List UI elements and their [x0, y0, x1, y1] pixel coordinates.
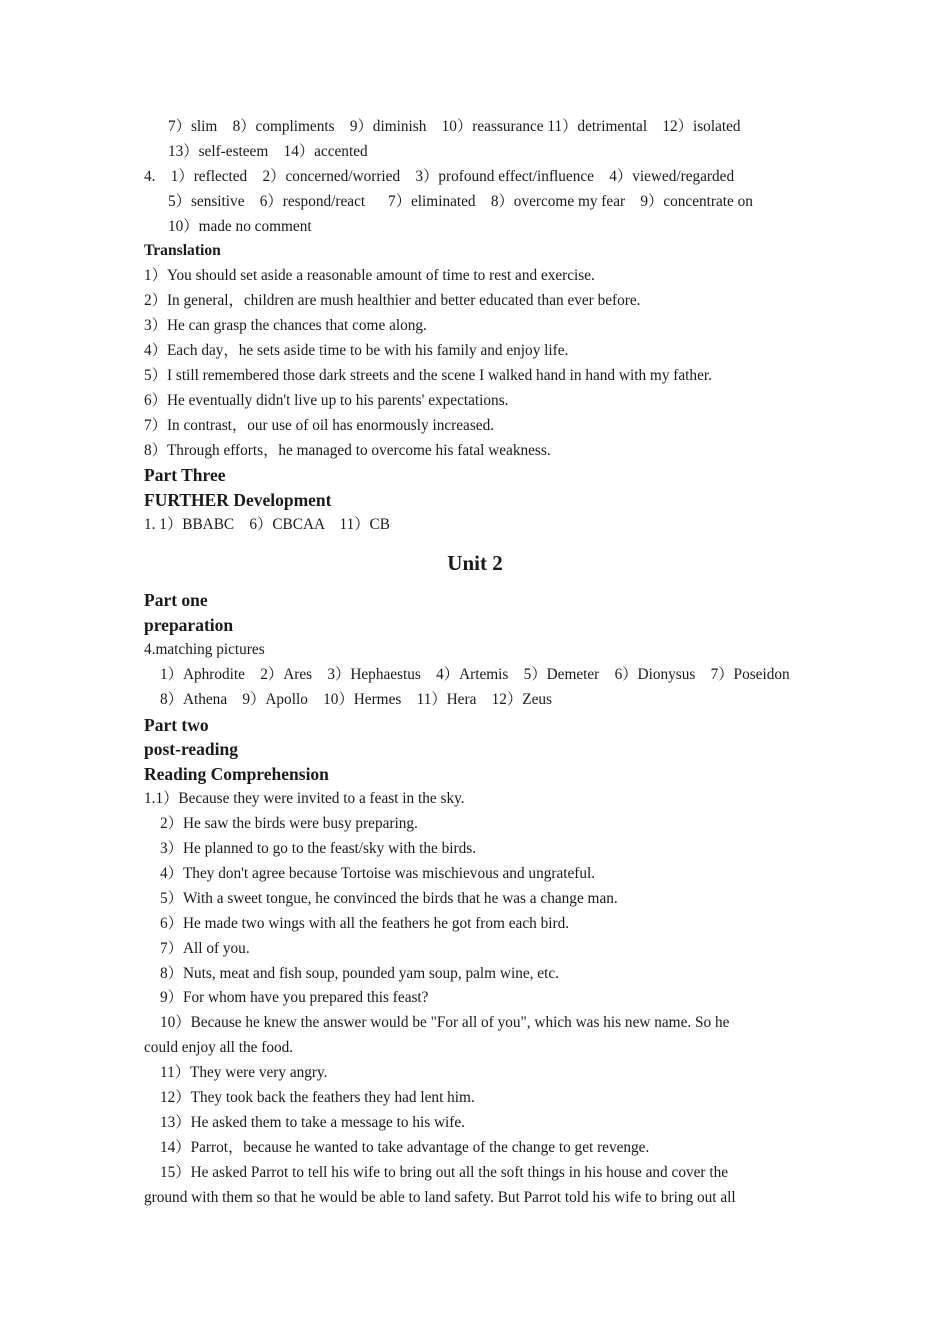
part-three-heading: Part Three — [144, 465, 226, 486]
answer-line-2: 13）self-esteem 14）accented — [168, 142, 368, 160]
comprehension-line-7: 7）All of you. — [160, 939, 250, 957]
translation-line-7: 7）In contrast，our use of oil has enormously increased. — [144, 416, 495, 434]
comprehension-line-16: 15）He asked Parrot to tell his wife to bring out all the soft things in his house and cover the — [160, 1163, 729, 1181]
comprehension-line-11: could enjoy all the food. — [144, 1039, 294, 1057]
comprehension-line-14: 13）He asked them to take a message to his wife. — [160, 1113, 466, 1131]
comprehension-line-5: 5）With a sweet tongue, he convinced the birds that he was a change man. — [160, 889, 618, 907]
answer-line-4: 5）sensitive 6）respond/react 7）eliminated 8）overcome my fear 9）concentrate on — [168, 192, 753, 210]
comprehension-line-1: 1.1）Because they were invited to a feast in the sky. — [144, 790, 465, 808]
part-one-heading: Part one — [144, 590, 208, 611]
comprehension-line-12: 11）They were very angry. — [160, 1064, 328, 1082]
translation-line-1: 1）You should set aside a reasonable amount of time to rest and exercise. — [144, 267, 595, 285]
comprehension-line-2: 2）He saw the birds were busy preparing. — [160, 815, 418, 833]
translation-line-8: 8）Through efforts，he managed to overcome his fatal weakness. — [144, 441, 551, 459]
further-development-answers: 1. 1）BBABC 6）CBCAA 11）CB — [144, 516, 390, 534]
matching-line-2: 8）Athena 9）Apollo 10）Hermes 11）Hera 12）Zeus — [160, 690, 552, 708]
comprehension-line-15: 14）Parrot，because he wanted to take advantage of the change to get revenge. — [160, 1138, 650, 1156]
comprehension-line-8: 8）Nuts, meat and fish soup, pounded yam soup, palm wine, etc. — [160, 964, 559, 982]
translation-heading: Translation — [144, 242, 221, 260]
preparation-heading: preparation — [144, 615, 234, 636]
comprehension-line-3: 3）He planned to go to the feast/sky with the birds. — [160, 840, 477, 858]
translation-line-2: 2）In general，children are mush healthier and better educated than ever before. — [144, 292, 641, 310]
matching-pictures-heading: 4.matching pictures — [144, 640, 265, 658]
comprehension-line-10: 10）Because he knew the answer would be "For all of you", which was his new name. So he — [160, 1014, 730, 1032]
post-reading-heading: post-reading — [144, 739, 238, 760]
answer-line-3: 4. 1）reflected 2）concerned/worried 3）profound effect/influence 4）viewed/regarded — [144, 167, 735, 185]
answer-line-5: 10）made no comment — [168, 217, 312, 235]
part-two-heading: Part two — [144, 714, 209, 735]
comprehension-line-6: 6）He made two wings with all the feathers he got from each bird. — [160, 914, 570, 932]
translation-answers — [0, 264, 950, 463]
reading-comprehension-answers — [0, 787, 950, 1210]
translation-line-3: 3）He can grasp the chances that come along. — [144, 317, 427, 335]
translation-line-4: 4）Each day，he sets aside time to be with his family and enjoy life. — [144, 342, 569, 360]
further-development-heading: FURTHER Development — [144, 490, 332, 511]
document-page — [0, 115, 950, 1210]
matching-line-1: 1）Aphrodite 2）Ares 3）Hephaestus 4）Artemis 5）Demeter 6）Dionysus 7）Poseidon — [160, 665, 790, 683]
comprehension-line-4: 4）They don't agree because Tortoise was mischievous and ungrateful. — [160, 864, 596, 882]
comprehension-line-13: 12）They took back the feathers they had lent him. — [160, 1088, 475, 1106]
unit-title: Unit 2 — [447, 551, 503, 576]
exercise-answers-top — [0, 115, 950, 239]
matching-pictures-answers — [0, 663, 950, 713]
comprehension-line-9: 9）For whom have you prepared this feast? — [160, 989, 429, 1007]
reading-comprehension-heading: Reading Comprehension — [144, 764, 329, 785]
translation-line-6: 6）He eventually didn't live up to his parents' expectations. — [144, 391, 509, 409]
translation-line-5: 5）I still remembered those dark streets and the scene I walked hand in hand with my father. — [144, 366, 712, 384]
answer-line-1: 7）slim 8）compliments 9）diminish 10）reassurance 11）detrimental 12）isolated — [168, 118, 741, 135]
comprehension-line-17: ground with them so that he would be able to land safety. But Parrot told his wife to bring out all — [144, 1188, 736, 1206]
